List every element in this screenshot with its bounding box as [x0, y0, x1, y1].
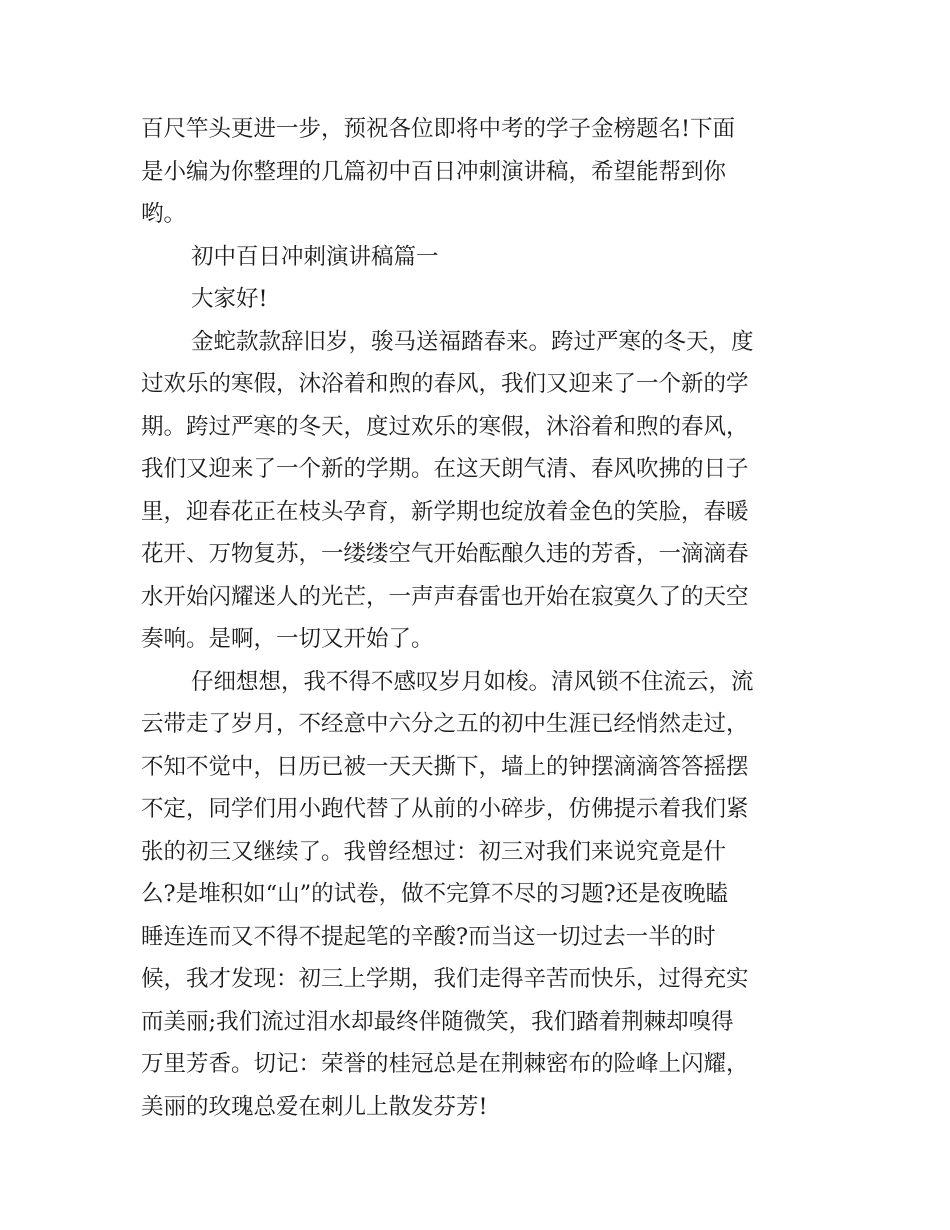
intro-line: 哟。 [141, 201, 187, 227]
paragraph2-line: 张的初三又继续了。我曾经想过：初三对我们来说究竟是什 [141, 838, 727, 865]
document-page [141, 108, 813, 1128]
paragraph1-line: 期。跨过严寒的冬天，度过欢乐的寒假，沐浴着和煦的春风， [141, 413, 749, 440]
paragraph2-line: 而美丽;我们流过泪水却最终伴随微笑，我们踏着荆棘却嗅得 [141, 1008, 734, 1035]
intro-line: 百尺竿头更进一步，预祝各位即将中考的学子金榜题名!下面 [141, 116, 736, 142]
paragraph2-line: 不定，同学们用小跑代替了从前的小碎步，仿佛提示着我们紧 [141, 796, 749, 822]
paragraph1-line: 里，迎春花正在枝头孕育，新学期也绽放着金色的笑脸，春暖 [141, 498, 749, 525]
paragraph2-line: 候，我才发现：初三上学期，我们走得辛苦而快乐，过得充实 [141, 966, 749, 992]
paragraph2-line: 睡连连而又不得不提起笔的辛酸?而当这一切过去一半的时 [141, 923, 716, 950]
paragraph1-line: 我们又迎来了一个新的学期。在这天朗气清、春风吹拂的日子 [141, 456, 749, 482]
section-heading: 初中百日冲刺演讲稿篇一 [191, 243, 439, 270]
paragraph1-line: 过欢乐的寒假，沐浴着和煦的春风，我们又迎来了一个新的学 [141, 371, 749, 397]
paragraph2-line: 云带走了岁月，不经意中六分之五的初中生涯已经悄然走过， [141, 711, 749, 737]
paragraph2-line: 么?是堆积如“山”的试卷，做不完算不尽的习题?还是夜晚瞌 [141, 881, 729, 907]
paragraph1-line: 奏响。是啊，一切又开始了。 [141, 626, 434, 652]
intro-line: 是小编为你整理的几篇初中百日冲刺演讲稿，希望能帮到你 [141, 158, 727, 185]
paragraph2-line: 不知不觉中，日历已被一天天撕下，墙上的钟摆滴滴答答摇摆 [141, 753, 749, 780]
paragraph1-line: 水开始闪耀迷人的光芒，一声声春雷也开始在寂寞久了的天空 [141, 583, 749, 610]
paragraph1-line: 金蛇款款辞旧岁，骏马送福踏春来。跨过严寒的冬天，度 [191, 328, 754, 355]
paragraph1-line: 花开、万物复苏，一缕缕空气开始酝酿久违的芳香，一滴滴春 [141, 541, 749, 567]
greeting: 大家好! [191, 286, 268, 312]
paragraph2-line: 仔细想想，我不得不感叹岁月如梭。清风锁不住流云，流 [191, 668, 754, 695]
paragraph2-line: 美丽的玫瑰总爱在刺儿上散发芬芳! [141, 1093, 488, 1120]
paragraph2-line: 万里芳香。切记：荣誉的桂冠总是在荆棘密布的险峰上闪耀， [141, 1051, 749, 1077]
